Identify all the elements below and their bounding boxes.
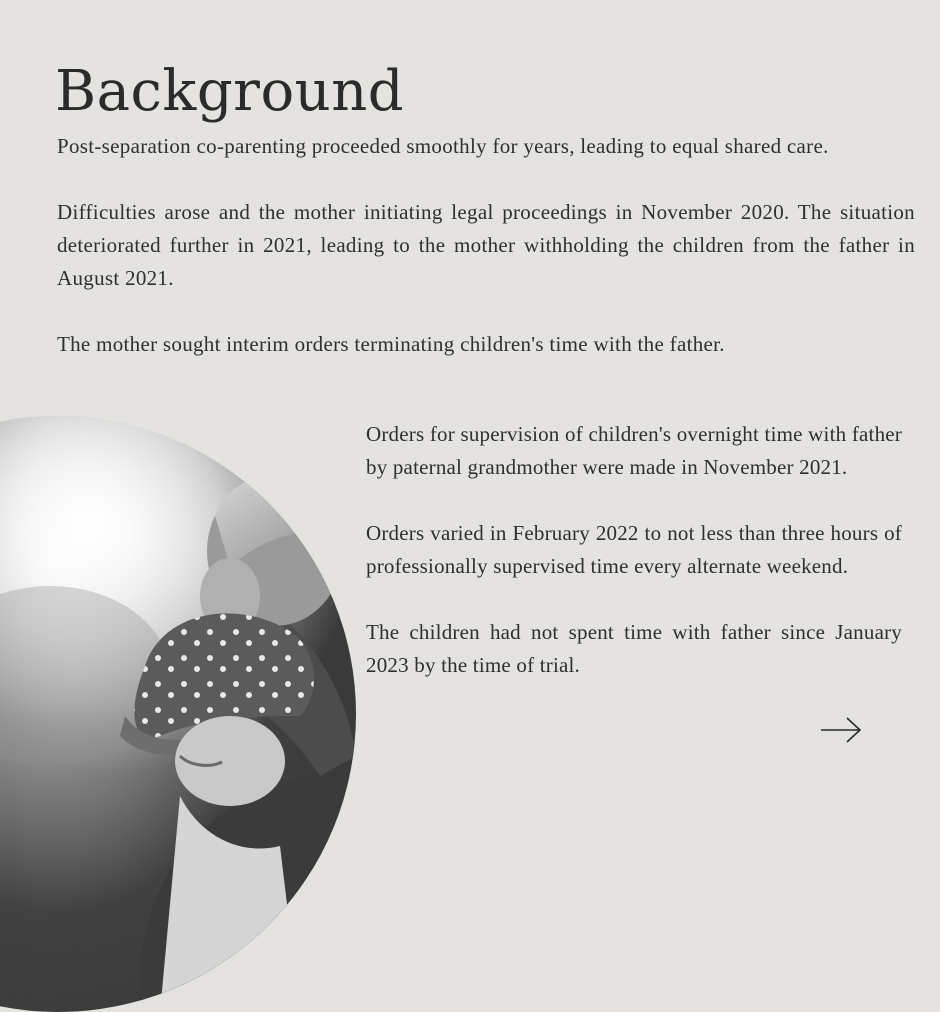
intro-paragraph: Post-separation co-parenting proceeded smoothly for years, leading to equal shared care. [57, 134, 829, 158]
father-child-photo [0, 416, 356, 1012]
intro-text [57, 130, 915, 361]
side-paragraph: Orders varied in February 2022 to not less than three hours of professionally supervised time every alternate weekend. [366, 521, 902, 578]
intro-paragraph: The mother sought interim orders terminating children's time with the father. [57, 332, 725, 356]
side-paragraph: Orders for supervision of children's overnight time with father by paternal grandmother were made in November 2021. [366, 422, 902, 479]
page-title: Background [55, 59, 405, 124]
intro-paragraph: Difficulties arose and the mother initiating legal proceedings in November 2020. The situation deteriorated further in 2021, leading to the mother withholding the children from the father in August 2021. [57, 200, 915, 290]
arrow-right-icon[interactable] [820, 716, 862, 744]
side-paragraph: The children had not spent time with father since January 2023 by the time of trial. [366, 620, 902, 677]
photo-illustration [0, 416, 356, 1012]
side-text [366, 418, 902, 682]
